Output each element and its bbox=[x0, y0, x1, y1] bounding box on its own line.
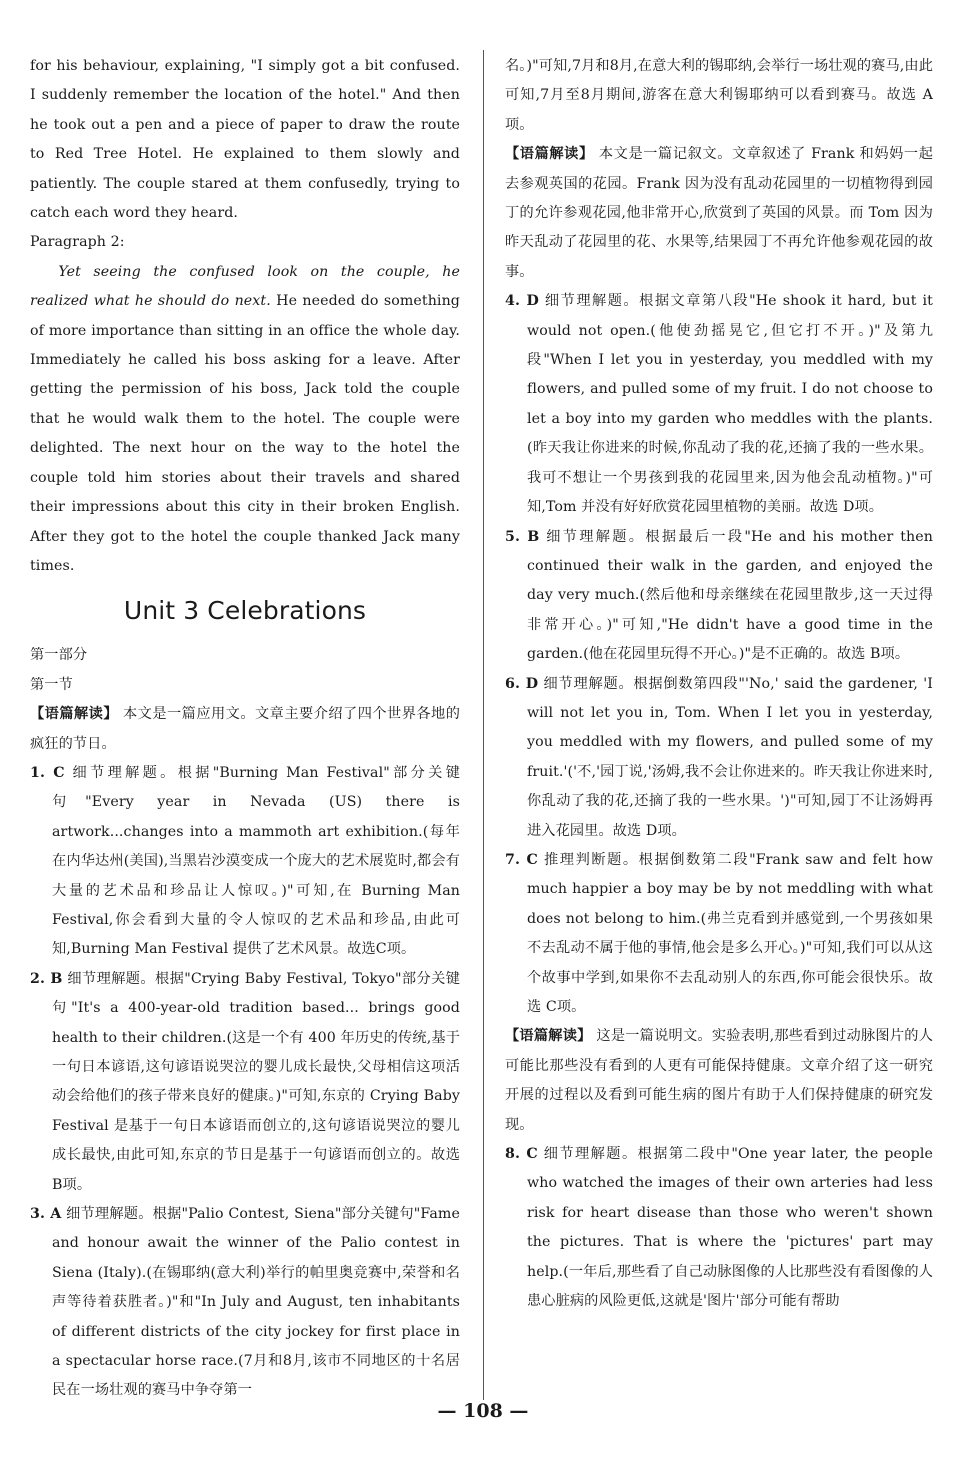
answer-explanation: 细节理解题。根据第二段中"One year later, the people who watched the images of their own arteries had less risk for heart disease than those who weren't shown the pictures. That is where the 'pictures' part may help.(一年后,那些看了自己动脉图像的人比那些没有看图像的人患心脏病的风险更低,这就是'图片'部分可能有帮助 bbox=[527, 1146, 933, 1310]
left-column bbox=[30, 52, 460, 1406]
answer-number: 6. D bbox=[505, 675, 539, 692]
answer-explanation: 细节理解题。根据倒数第四段"'No,' said the gardener, 'I will not let you in, Tom. When I let you in yesterday, you meddled with my flowers, and pulled some of my fruit.'('不,'园丁说,'汤姆,我不会让你进来的。昨天我让你进来时,你乱动了我的花,还摘了我的一些水果。')"可知,园丁不让汤姆再进入花园里。故选 D项。 bbox=[527, 675, 933, 839]
answer-item bbox=[505, 523, 933, 670]
answer-item bbox=[30, 965, 460, 1200]
paragraph-2-body: He needed do something of more importance than sitting in an office the whole day. Immediately he called his boss asking for a leave. After getting the permission of his boss, Jack told the couple that he would walk them to the hotel. The couple were delighted. The next hour on the way to the hotel the couple told him stories about their travels and shared their impressions about this city in their broken English. After they got to the hotel the couple thanked Jack many times. bbox=[30, 293, 460, 574]
answer-item bbox=[505, 846, 933, 1022]
answer-item bbox=[30, 1200, 460, 1406]
answer-number: 8. C bbox=[505, 1146, 538, 1163]
answer-number: 7. C bbox=[505, 851, 538, 868]
answer-explanation: 细节理解题。根据"Burning Man Festival"部分关键句"Every year in Nevada (US) there is artwork...changes into a mammoth art exhibition.(每年在内华达州(美国),当黑岩沙漠变成一个庞大的艺术展览时,都会有大量的艺术品和珍品让人惊叹。)"可知,在 Burning Man Festival,你会看到大量的令人惊叹的艺术品和珍品,由此可知,Burning Man Festival 提供了艺术风景。故选C项。 bbox=[52, 764, 460, 958]
part-heading: 第一部分 bbox=[30, 647, 88, 664]
page-number: — 108 — bbox=[437, 1400, 529, 1422]
column-divider bbox=[483, 50, 484, 1400]
interpretation-tag: 【语篇解读】 bbox=[30, 706, 119, 723]
answer-continuation: 名。)"可知,7月和8月,在意大利的锡耶纳,会举行一场壮观的赛马,由此可知,7月至8月期间,游客在意大利锡耶纳可以看到赛马。故选 A项。 bbox=[505, 58, 933, 133]
story-paragraph-2 bbox=[30, 258, 460, 581]
answer-item bbox=[505, 1140, 933, 1316]
passage-interpretation-2 bbox=[505, 140, 933, 287]
paragraph-2-label: Paragraph 2: bbox=[30, 234, 125, 251]
answer-explanation: 细节理解题。根据"Palio Contest, Siena"部分关键句"Fame and honour await the winner of the Palio contest in Siena (Italy).(在锡耶纳(意大利)举行的帕里奥竞赛中,荣誉和名声等待着获胜者。)"和"In July and August, ten inhabitants of different districts of the city jockey for first place in a spectacular horse race.(7月和8月,该市不同地区的十名居民在一场壮观的赛马中争夺第一 bbox=[52, 1206, 460, 1399]
answer-number: 1. C bbox=[30, 764, 65, 781]
answer-number: 4. D bbox=[505, 293, 539, 310]
interpretation-text: 这是一篇说明文。实验表明,那些看到过动脉图片的人可能比那些没有看到的人更有可能保持健康。文章介绍了这一研究开展的过程以及看到可能生病的图片有助于人们保持健康的研究发现。 bbox=[505, 1028, 933, 1133]
answer-number: 5. B bbox=[505, 528, 540, 545]
interpretation-tag: 【语篇解读】 bbox=[505, 146, 594, 163]
answer-explanation: 细节理解题。根据最后一段"He and his mother then continued their walk in the garden, and enjoyed the day very much.(然后他和母亲继续在花园里散步,这一天过得非常开心。)"可知,"He didn't have a good time in the garden.(他在花园里玩得不开心。)"是不正确的。故选 B项。 bbox=[527, 528, 933, 663]
answer-item bbox=[30, 759, 460, 965]
interpretation-tag: 【语篇解读】 bbox=[505, 1028, 592, 1045]
passage-interpretation-3 bbox=[505, 1022, 933, 1140]
answer-explanation: 细节理解题。根据"Crying Baby Festival, Tokyo"部分关键句"It's a 400-year-old tradition based... brings good health to their children.(这是一个有 400 年历史的传统,基于一句日本谚语,这句谚语说哭泣的婴儿成长最快,父母相信这项活动会给他们的孩子带来良好的健康。)"可知,东京的 Crying Baby Festival 是基于一句日本谚语而创立的,这句谚语说哭泣的婴儿成长最快,由此可知,东京的节日是基于一句谚语而创立的。故选 B项。 bbox=[52, 970, 460, 1193]
right-column bbox=[505, 52, 933, 1316]
answer-explanation: 细节理解题。根据文章第八段"He shook it hard, but it would not open.(他使劲摇晃它,但它打不开。)"及第九段"When I let you in yesterday, you meddled with my flowers, and pulled some of my fruit. I do not choose to let a boy into my garden who meddles with the plants.(昨天我让你进来的时候,你乱动了我的花,还摘了我的一些水果。我可不想让一个男孩到我的花园里来,因为他会乱动植物。)"可知,Tom 并没有好好欣赏花园里植物的美丽。故选 D项。 bbox=[527, 293, 933, 516]
story-paragraph-1: for his behaviour, explaining, "I simply got a bit confused. I suddenly remember the location of the hotel." And then he took out a pen and a piece of paper to draw the route to Red Tree Hotel. He explained to them slowly and patiently. The couple stared at them confusedly, trying to catch each word they heard. bbox=[30, 58, 460, 222]
passage-interpretation-1 bbox=[30, 700, 460, 759]
answer-item bbox=[505, 670, 933, 846]
paragraph-2-opening: Yet seeing the confused look on the couple, he realized what he should do next. bbox=[30, 263, 460, 310]
interpretation-text: 本文是一篇应用文。文章主要介绍了四个世界各地的疯狂的节日。 bbox=[30, 706, 460, 752]
interpretation-text: 本文是一篇记叙文。文章叙述了 Frank 和妈妈一起去参观英国的花园。Frank 因为没有乱动花园里的一切植物得到园丁的允许参观花园,他非常开心,欣赏到了英国的风景。而 Tom 因为昨天乱动了花园里的花、水果等,结果园丁不再允许他参观花园的故事。 bbox=[505, 146, 933, 280]
answer-number: 3. A bbox=[30, 1206, 62, 1223]
answer-explanation: 推理判断题。根据倒数第二段"Frank saw and felt how much happier a boy may be by not meddling with what does not belong to him.(弗兰克看到并感觉到,一个男孩如果不去乱动不属于他的事情,他会是多么开心。)"可知,我们可以从这个故事中学到,如果你不去乱动别人的东西,你可能会很快乐。故选 C项。 bbox=[527, 851, 933, 1015]
unit-title: Unit 3 Celebrations bbox=[123, 596, 367, 626]
section-heading: 第一节 bbox=[30, 676, 73, 693]
answer-item bbox=[505, 287, 933, 522]
answer-number: 2. B bbox=[30, 970, 63, 987]
